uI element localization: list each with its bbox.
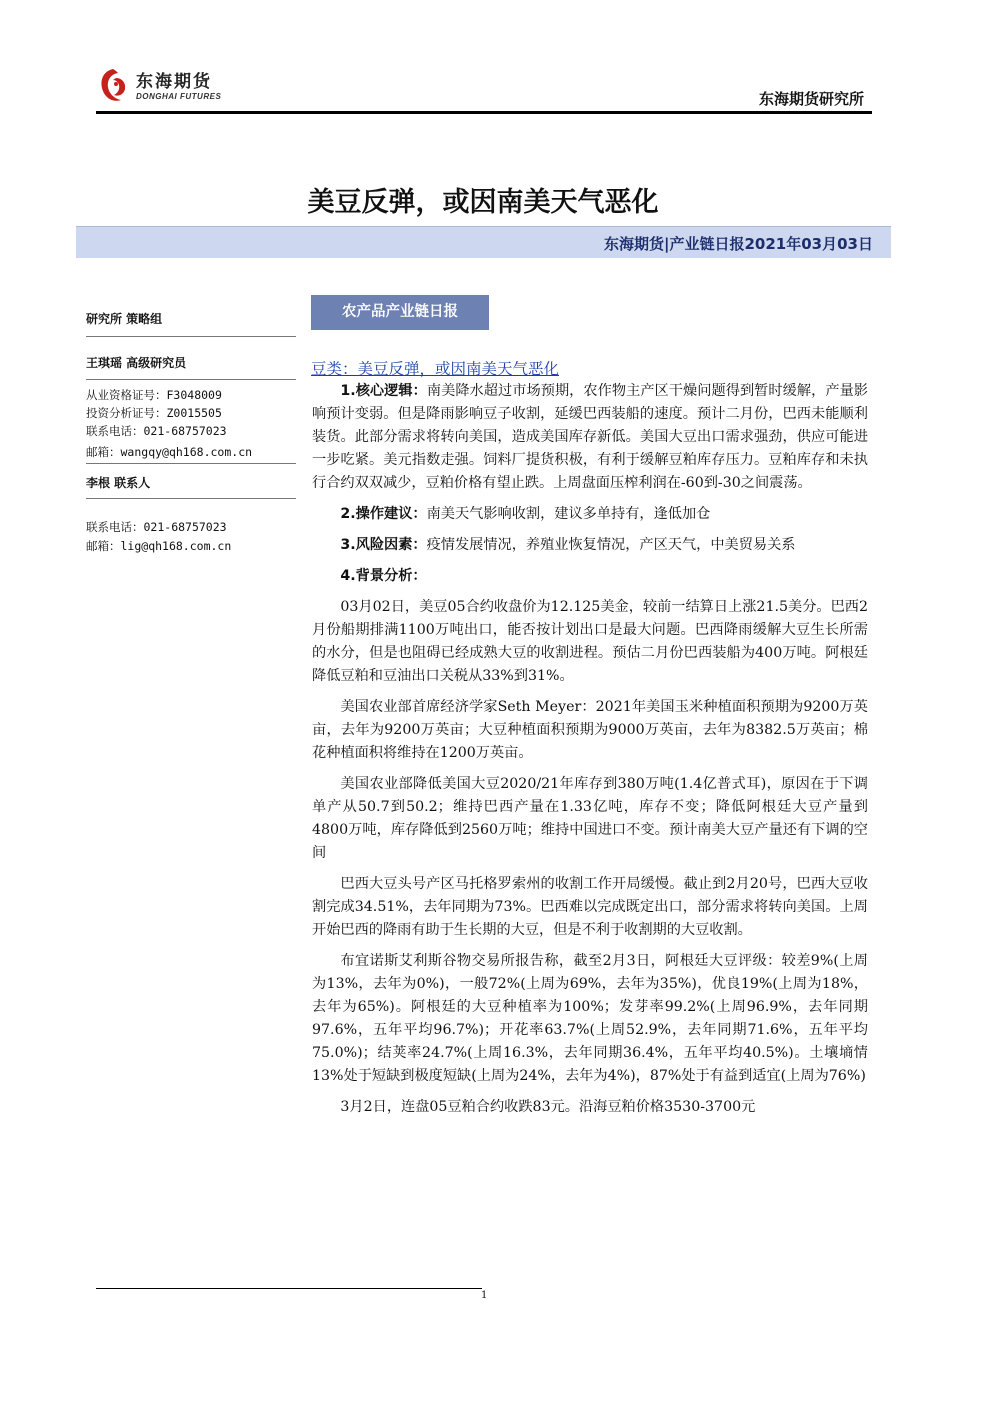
- report-date-line: 东海期货|产业链日报2021年03月03日: [604, 235, 873, 253]
- core-logic-item: [312, 380, 868, 495]
- analyst-name: 王琪瑶 高级研究员: [86, 356, 187, 370]
- logo-english-name: DONGHAI FUTURES: [136, 91, 222, 101]
- operation-item: [312, 503, 868, 526]
- operation-text: 南美天气影响收割，建议多单持有，逢低加仓: [426, 506, 711, 522]
- sidebar-divider: [86, 379, 296, 380]
- dragon-logo-icon: [96, 66, 130, 106]
- report-title: 美豆反弹，或因南美天气恶化: [307, 187, 659, 218]
- report-body: [312, 380, 868, 1127]
- analyst-phone: 联系电话：021-68757023: [86, 424, 227, 438]
- body-paragraph: 巴西大豆头号产区马托格罗索州的收割工作开局缓慢。截止到2月20号，巴西大豆收割完成34.51%，去年同期为73%。巴西难以完成既定出口，部分需求将转向美国。上周开始巴西的降雨有助于生长期的大豆，但是不利于收割期的大豆收割。: [312, 876, 868, 938]
- logo-chinese-name: 东海期货: [136, 71, 212, 92]
- core-logic-text: 南美降水超过市场预期，农作物主产区干燥问题得到暂时缓解，产量影响预计变弱。但是降雨影响豆子收割，延缓巴西装船的速度。预计二月份，巴西未能顺利装货。此部分需求将转向美国，造成美国库存新低。美国大豆出口需求强劲，供应可能进一步吃紧。美元指数走强。饲料厂提货积极，有利于缓解豆粕库存压力。豆粕库存和未执行合约双双减少，豆粕价格有望止跌。上周盘面压榨利润在-60到-30之间震荡。: [312, 383, 868, 491]
- background-label: 4.背景分析：: [340, 568, 427, 584]
- analyst-cert: 从业资格证号：F3048009: [86, 388, 222, 402]
- contact-phone: 联系电话：021-68757023: [86, 520, 227, 534]
- contact-name: 李根 联系人: [86, 476, 151, 490]
- analyst-invest-cert: 投资分析证号：Z0015505: [86, 406, 222, 420]
- date-band: [76, 226, 891, 258]
- footer-divider: [96, 1288, 482, 1289]
- department-label: 研究所 策略组: [86, 312, 163, 326]
- analyst-email: 邮箱：wangqy@qh168.com.cn: [86, 445, 253, 459]
- section-heading: 农产品产业链日报: [311, 295, 489, 330]
- header-divider: [96, 111, 872, 114]
- section-subtitle: 豆类：美豆反弹，或因南美天气恶化: [311, 360, 560, 378]
- sidebar-divider: [86, 463, 296, 464]
- background-item: [312, 565, 868, 588]
- risk-text: 疫情发展情况，养殖业恢复情况，产区天气，中美贸易关系: [426, 537, 796, 553]
- body-paragraph: 美国农业部首席经济学家Seth Meyer：2021年美国玉米种植面积预期为9200万英亩，去年为9200万英亩；大豆种植面积预期为9000万英亩，去年为8382.5万英亩；棉花种植面积将维持在1200万英亩。: [312, 699, 868, 761]
- company-logo: [96, 66, 221, 106]
- core-logic-label: 1.核心逻辑：: [340, 383, 427, 399]
- risk-label: 3.风险因素：: [340, 537, 427, 553]
- contact-email: 邮箱：lig@qh168.com.cn: [86, 539, 232, 553]
- page-number: 1: [481, 1290, 488, 1301]
- risk-item: [312, 534, 868, 557]
- institute-name: 东海期货研究所: [758, 90, 864, 108]
- sidebar-divider: [86, 498, 296, 499]
- sidebar-divider: [86, 336, 296, 337]
- body-paragraph: 3月2日，连盘05豆粕合约收跌83元。沿海豆粕价格3530-3700元: [340, 1099, 756, 1115]
- operation-label: 2.操作建议：: [340, 506, 427, 522]
- body-paragraph: 美国农业部降低美国大豆2020/21年库存到380万吨(1.4亿普式耳)，原因在于下调单产从50.7到50.2；维持巴西产量在1.33亿吨，库存不变；降低阿根廷大豆产量到4800万吨，库存降低到2560万吨；维持中国进口不变。预计南美大豆产量还有下调的空间: [312, 776, 868, 861]
- body-paragraph: 03月02日，美豆05合约收盘价为12.125美金，较前一结算日上涨21.5美分。巴西2月份船期排满1100万吨出口，能否按计划出口是最大问题。巴西降雨缓解大豆生长所需的水分，但是也阻碍已经成熟大豆的收割进程。预估二月份巴西装船为400万吨。阿根廷降低豆粕和豆油出口关税从33%到31%。: [312, 599, 868, 684]
- body-paragraph: 布宜诺斯艾利斯谷物交易所报告称，截至2月3日，阿根廷大豆评级：较差9%(上周为13%，去年为0%)，一般72%(上周为69%，去年为35%)，优良19%(上周为18%，去年为65%)。阿根廷的大豆种植率为100%；发芽率99.2%(上周96.9%，去年同期97.6%，五年平均96.7%)；开花率63.7%(上周52.9%，去年同期71.6%，五年平均75.0%)；结荚率24.7%(上周16.3%，去年同期36.4%，五年平均40.5%)。土壤墒情13%处于短缺到极度短缺(上周为24%，去年为4%)，87%处于有益到适宜(上周为76%): [312, 953, 868, 1084]
